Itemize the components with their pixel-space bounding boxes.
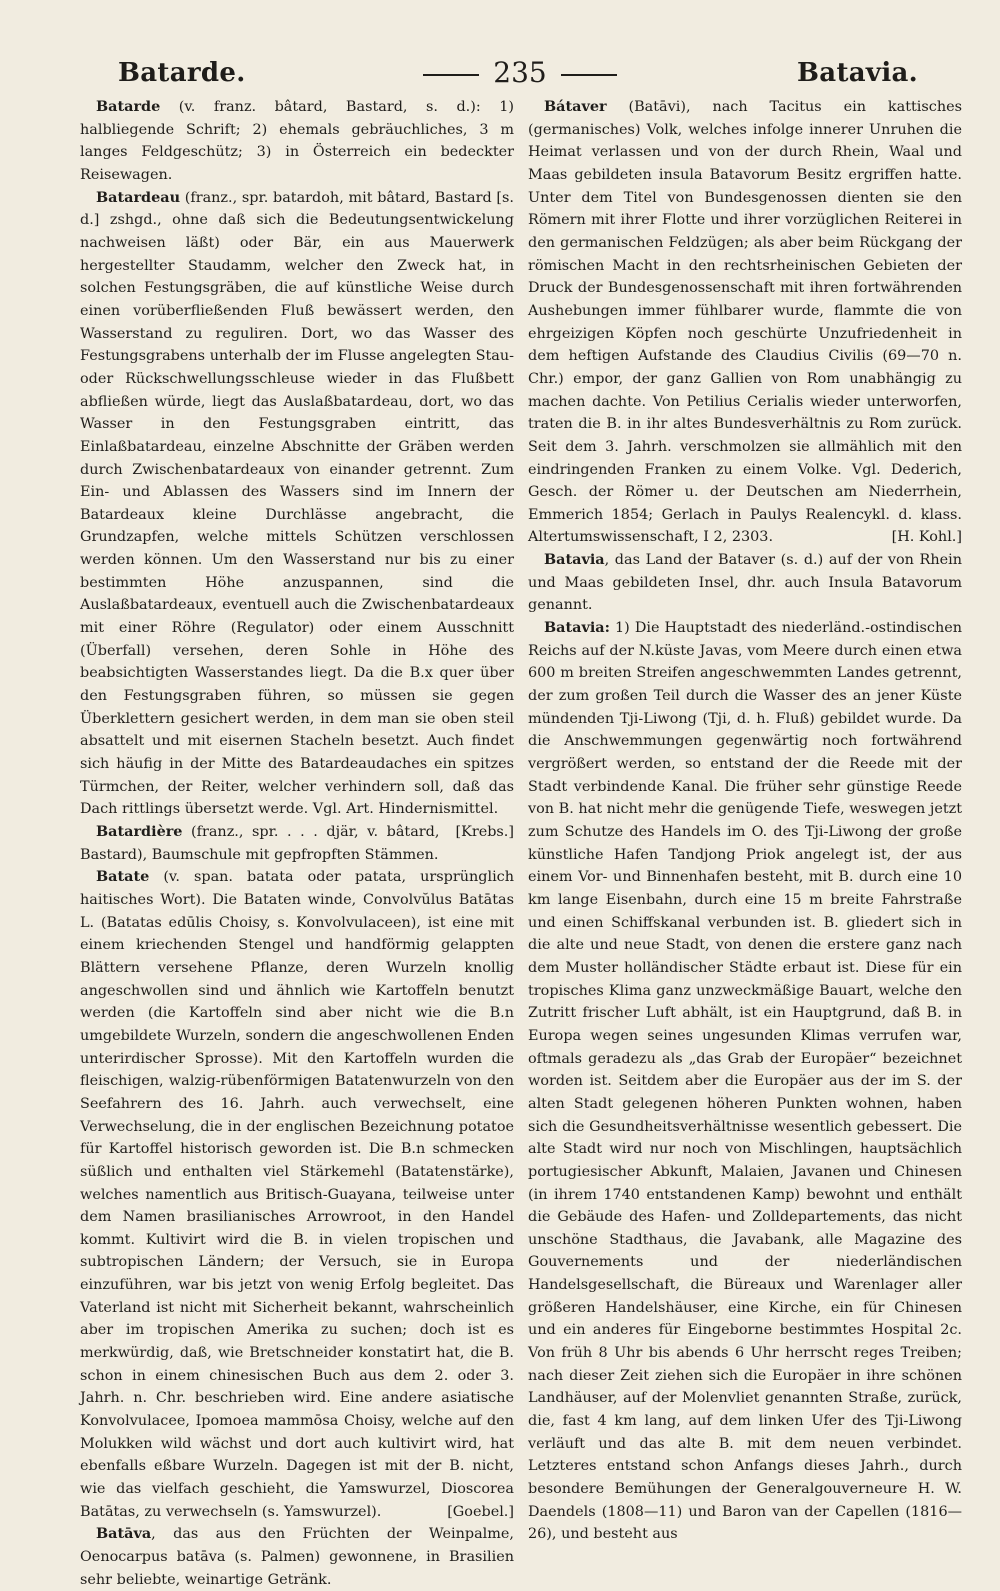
running-header xyxy=(80,56,960,98)
author-signature: [Krebs.] xyxy=(455,824,514,840)
entry-keyword: Batavia: xyxy=(544,619,610,637)
entry-keyword: Batardière xyxy=(96,823,183,840)
left-column xyxy=(80,96,514,1588)
entry-paragraph xyxy=(528,96,962,549)
entry-keyword: Batāva xyxy=(96,1525,152,1543)
entry-text: (v. span. batata oder patata, ursprünglich haitisches Wort). Die Bataten winde, Convolvŭlus Batātas L. (Batatas edūlis Choisy, s. Konvolvulaceen), ist eine mit einem kriechenden Stengel und handförmig gelappten Blättern versehene Pflanze, deren Wurzeln knollig angeschwollen sind und ähnlich wie Kartoffeln benutzt werden (die Kartoffeln sind aber nicht wie die B.n umgebildete Wurzeln, sondern die angeschwollenen Enden unterirdischer Sprosse). Mit den Kartoffeln wurden die fleischigen, walzig-rübenförmigen Batatenwurzeln von den Seefahrern des 16. Jahrh. auch verwechselt, eine Verwechselung, die in der englischen Bezeichnung potatoe für Kartoffel historisch geworden ist. Die B.n schmecken süßlich und enthalten viel Stärkemehl (Batatenstärke), welches namentlich aus Britisch-Guayana, teilweise unter dem Namen brasilianisches Arrowroot, in den Handel kommt. Kultivirt wird die B. in vielen tropischen und subtropischen Ländern; der Versuch, sie in Europa einzuführen, war bis jetzt von wenig Erfolg begleitet. Das Vaterland ist nicht mit Sicherheit bekannt, wahrscheinlich aber im tropischen Amerika zu suchen; doch ist es merkwürdig, daß, wie Bretschneider konstatirt hat, die B. schon in einem chinesischen Buch aus dem 2. oder 3. Jahrh. n. Chr. beschrieben wird. Eine andere asiatische Konvolvulacee, Ipomoea mammōsa Choisy, welche auf den Molukken wild wächst und dort auch kultivirt wird, hat ebenfalls eßbare Wurzeln. Dagegen ist mit der B. nicht, wie das vielfach geschieht, die Yamswurzel, Dioscorea Batātas, zu verwechseln (s. Yamswurzel). xyxy=(80,869,514,1520)
entry-paragraph xyxy=(80,96,514,187)
entry-keyword: Batarde xyxy=(96,98,161,115)
page-number: 235 xyxy=(493,56,547,89)
entry-paragraph xyxy=(80,866,514,1523)
author-signature: [H. Kohl.] xyxy=(891,529,962,546)
entry-keyword: Bátaver xyxy=(544,98,607,115)
entry-text: , das aus den Früchten der Weinpalme, Oenocarpus batāva (s. Palmen) gewonnene, in Brasilien sehr beliebte, weinartige Getränk. xyxy=(80,1526,514,1588)
right-column xyxy=(528,96,962,1577)
entry-paragraph xyxy=(528,617,962,1546)
entry-text: (v. franz. bâtard, Bastard, s. d.): 1) halbliegende Schrift; 2) ehemals gebräuchliches, 3 m langes Feldgeschütz; 3) in Österreich ein bedeckter Reisewagen. xyxy=(80,99,514,183)
entry-text: , das Land der Bataver (s. d.) auf der von Rhein und Maas gebildeten Insel, dhr. auch Insula Batavorum genannt. xyxy=(528,552,962,614)
entry-text: (franz., spr. batardoh, mit bâtard, Bastard [s. d.] zshgd., ohne daß sich die Bedeutungsentwickelung nachweisen läßt) oder Bär, ein aus Mauerwerk hergestellter Staudamm, welcher den Zweck hat, in solchen Festungsgräben, die auf künstliche Weise durch einen vorüberfließenden Fluß bewässert werden, den Wasserstand zu reguliren. Dort, wo das Wasser des Festungsgrabens unterhalb der im Flusse angelegten Stau- oder Rückschwellungsschleuse wieder in das Flußbett abfließen würde, liegt das Auslaßbatardeau, dort, wo das Wasser in den Festungsgraben eintritt, das Einlaßbatardeau, einzelne Abschnitte der Gräben werden durch Zwischenbatardeaux von einander getrennt. Zum Ein- und Ablassen des Wassers sind im Innern der Batardeaux kleine Durchlässe angebracht, die Grundzapfen, welche mittels Schützen verschlossen werden können. Um den Wasserstand nur bis zu einer bestimmten Höhe anzuspannen, sind die Auslaßbatardeaux, eventuell auch die Zwischenbatardeaux mit einer Röhre (Regulator) oder einem Ausschnitt (Überfall) versehen, deren Sohle in Höhe des beabsichtigten Wasserstandes liegt. Da die B.x quer über den Festungsgraben führen, so müssen sie gegen Überklettern gesichert werden, in dem man sie oben steil absattelt und mit eisernen Stacheln besetzt. Auch findet sich häufig in der Mitte des Batardeaudaches ein spitzes Türmchen, der Reiter, welcher verhindern soll, daß das Dach rittlings übersetzt werde. Vgl. Art. Hindernismittel. xyxy=(80,189,514,818)
header-right-keyword: Batavia. xyxy=(797,58,918,88)
header-dash-left xyxy=(423,74,479,76)
entry-keyword: Batavia xyxy=(544,551,605,569)
entry-text: (franz., spr. . . . djär, v. bâtard, Bastard), Baumschule mit gepfropften Stämmen. xyxy=(80,824,440,863)
entry-paragraph xyxy=(528,549,962,617)
author-signature: [Goebel.] xyxy=(447,1503,514,1520)
entry-keyword: Batate xyxy=(96,868,150,886)
entry-text: 1) Die Hauptstadt des niederländ.-ostindischen Reichs auf der N.küste Javas, vom Meere durch einen etwa 600 m breiten Streifen angeschwemmten Landes getrennt, der zum großen Teil durch die Wasser des an jener Küste mündenden Tji-Liwong (Tji, d. h. Fluß) gebildet wurde. Da die Anschwemmungen gegenwärtig noch fortwährend vergrößert werden, so entstand der die Reede mit der Stadt verbindende Kanal. Die früher sehr günstige Reede von B. hat nicht mehr die genügende Tiefe, weswegen jetzt zum Schutze des Handels im O. des Tji-Liwong der große künstliche Hafen Tandjong Priok angelegt ist, der aus einem Vor- und Binnenhafen besteht, mit B. durch eine 10 km lange Eisenbahn, durch eine 15 m breite Fahrstraße und einen Schiffskanal verbunden ist. B. gliedert sich in die alte und neue Stadt, von denen die erstere ganz nach dem Muster holländischer Städte erbaut ist. Diese für ein tropisches Klima ganz unzweckmäßige Bauart, welche den Zutritt frischer Luft abhält, ist ein Hauptgrund, daß B. in Europa wegen seines ungesunden Klimas verrufen war, oftmals geradezu als „das Grab der Europäer“ bezeichnet worden ist. Seitdem aber die Europäer aus der im S. der alten Stadt gelegenen höheren Punkten wohnen, haben sich die Gesundheitsverhältnisse wesentlich gebessert. Die alte Stadt wird nur noch von Mischlingen, hauptsächlich portugiesischer Abkunft, Malaien, Javanen und Chinesen (in ihrem 1740 entstandenen Kamp) bewohnt und enthält die Gebäude des Hafen- und Zolldepartements, das nicht unschöne Stadthaus, die Javabank, alle Magazine des Gouvernements und der niederländischen Handelsgesellschaft, die Büreaux und Warenlager aller größeren Handelshäuser, eine Kirche, ein für Chinesen und ein anderes für Eingeborne bestimmtes Hospital 2c. Von früh 8 Uhr bis abends 6 Uhr herrscht reges Treiben; nach dieser Zeit ziehen sich die Europäer in ihre schönen Landhäuser, auf der Molenvliet genannten Straße, zurück, die, fast 4 km lang, auf dem linken Ufer des Tji-Liwong verläuft und das alte B. mit dem neuen verbindet. Letzteres entstand schon Anfangs dieses Jahrh., durch besondere Bemühungen der Generalgouverneure H. W. Daendels (1808—11) und Baron van der Capellen (1816—26), und besteht aus xyxy=(528,620,962,1543)
entry-keyword: Batardeau xyxy=(96,188,181,206)
header-dash-right xyxy=(561,74,617,76)
entry-text: (Batāvi), nach Tacitus ein kattisches (germanisches) Volk, welches infolge innerer Unruhen die Heimat verlassen und von der durch Rhein, Waal und Maas gebildeten insula Batavorum Besitz ergriffen hatte. Unter dem Titel von Bundesgenossen dienten sie den Römern mit ihrer Flotte und ihrer vorzüglichen Reiterei in den germanischen Feldzügen; als aber beim Rückgang der römischen Macht in den rechtsrheinischen Gebieten der Druck der Bundesgenossenschaft mit ihren fortwährenden Aushebungen immer fühlbarer wurde, flammte die von ehrgeizigen Köpfen noch geschürte Unzufriedenheit in dem heftigen Aufstande des Claudius Civilis (69—70 n. Chr.) empor, der ganz Gallien von Rom unabhängig zu machen dachte. Von Petilius Cerialis wieder unterworfen, traten die B. in ihr altes Bundesverhältnis zu Rom zurück. Seit dem 3. Jahrh. verschmolzen sie allmählich mit den eindringenden Franken zu einem Volke. Vgl. Dederich, Gesch. der Römer u. der Deutschen am Niederrhein, Emmerich 1854; Gerlach in Paulys Realencykl. d. klass. Altertumswissenschaft, I 2, 2303. xyxy=(528,99,962,546)
text-columns xyxy=(80,96,962,1588)
entry-paragraph xyxy=(80,1523,514,1591)
header-left-keyword: Batarde. xyxy=(118,58,246,88)
